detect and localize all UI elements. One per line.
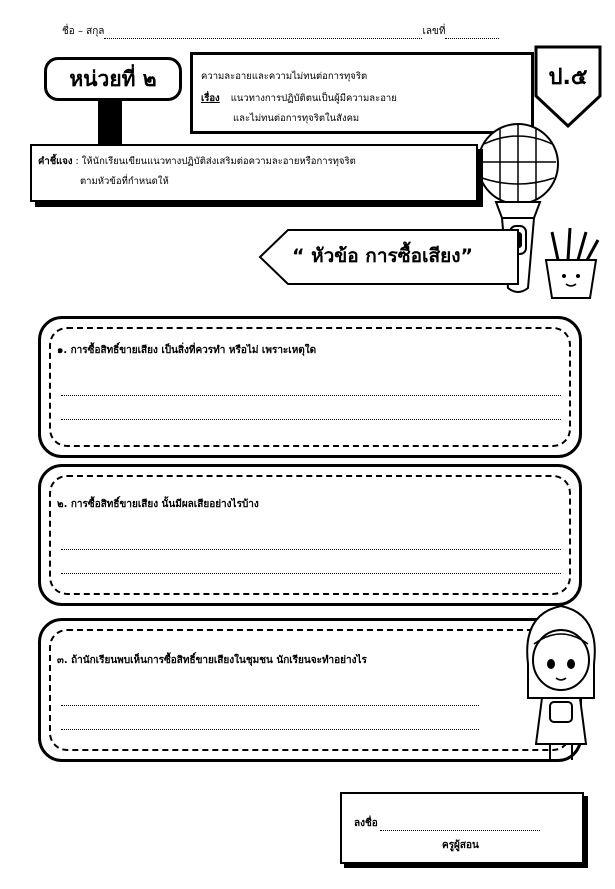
teacher-role: ครูผู้สอน [442, 840, 479, 851]
name-field[interactable] [104, 38, 422, 39]
unit-badge-post [98, 101, 122, 145]
answer-line[interactable] [61, 419, 561, 420]
instruction-line2: ตามหัวข้อที่กำหนดให้ [80, 176, 169, 187]
unit-badge [44, 57, 182, 101]
subject-label: เรื่อง [201, 93, 220, 104]
question-box-1 [38, 316, 582, 458]
grade-label: ป.๕ [548, 65, 588, 90]
signature-box [340, 792, 584, 864]
number-field[interactable] [445, 38, 499, 39]
pencil-cup-illustration [540, 226, 604, 300]
subject-line1: แนวทางการปฏิบัติตนเป็นผู้มีความละอาย [230, 93, 397, 104]
question-1-text: ๑. การซื้อสิทธิ์ขายเสียง เป็นสิ่งที่ควรทำ หรือไม่ เพราะเหตุใด [57, 345, 317, 356]
name-line [62, 24, 499, 39]
answer-line[interactable] [61, 573, 561, 574]
question-box-2 [38, 464, 582, 606]
answer-line[interactable] [61, 729, 479, 730]
banner-text: “ หัวข้อ การซื้อเสียง” [292, 245, 473, 267]
instruction-label: คำชี้แจง [38, 156, 73, 167]
sign-label: ลงชื่อ [354, 818, 378, 829]
question-3-text: ๓. ถ้านักเรียนพบเห็นการซื้อสิทธิ์ขายเสียงในชุมชน นักเรียนจะทำอย่างไร [57, 655, 367, 666]
subject-line2: และไม่ทนต่อการทุจริตในสังคม [233, 113, 360, 124]
name-label: ชื่อ – สกุล [62, 26, 105, 37]
signature-row [354, 816, 540, 831]
answer-line[interactable] [61, 549, 561, 550]
question-box-2-inner [49, 475, 571, 595]
signature-field[interactable] [380, 830, 540, 831]
instruction-box [30, 144, 478, 202]
topic-subject-row [201, 91, 397, 106]
unit-title: หน่วยที่ ๒ [69, 66, 157, 91]
number-label: เลขที่ [422, 26, 446, 37]
question-box-3 [38, 618, 582, 762]
question-2-text: ๒. การซื้อสิทธิ์ขายเสียง นั้นมีผลเสียอย่างไรบ้าง [57, 499, 259, 510]
instruction-row1 [38, 154, 356, 169]
answer-line[interactable] [61, 705, 479, 706]
question-box-3-inner [49, 629, 571, 751]
topic-line1: ความละอายและความไม่ทนต่อการทุจริต [201, 71, 368, 82]
instruction-line1: : ให้นักเรียนเขียนแนวทางปฏิบัติส่งเสริมต่อความละอายหรือการทุจริต [75, 156, 356, 167]
girl-illustration [516, 594, 606, 766]
answer-line[interactable] [61, 395, 561, 396]
